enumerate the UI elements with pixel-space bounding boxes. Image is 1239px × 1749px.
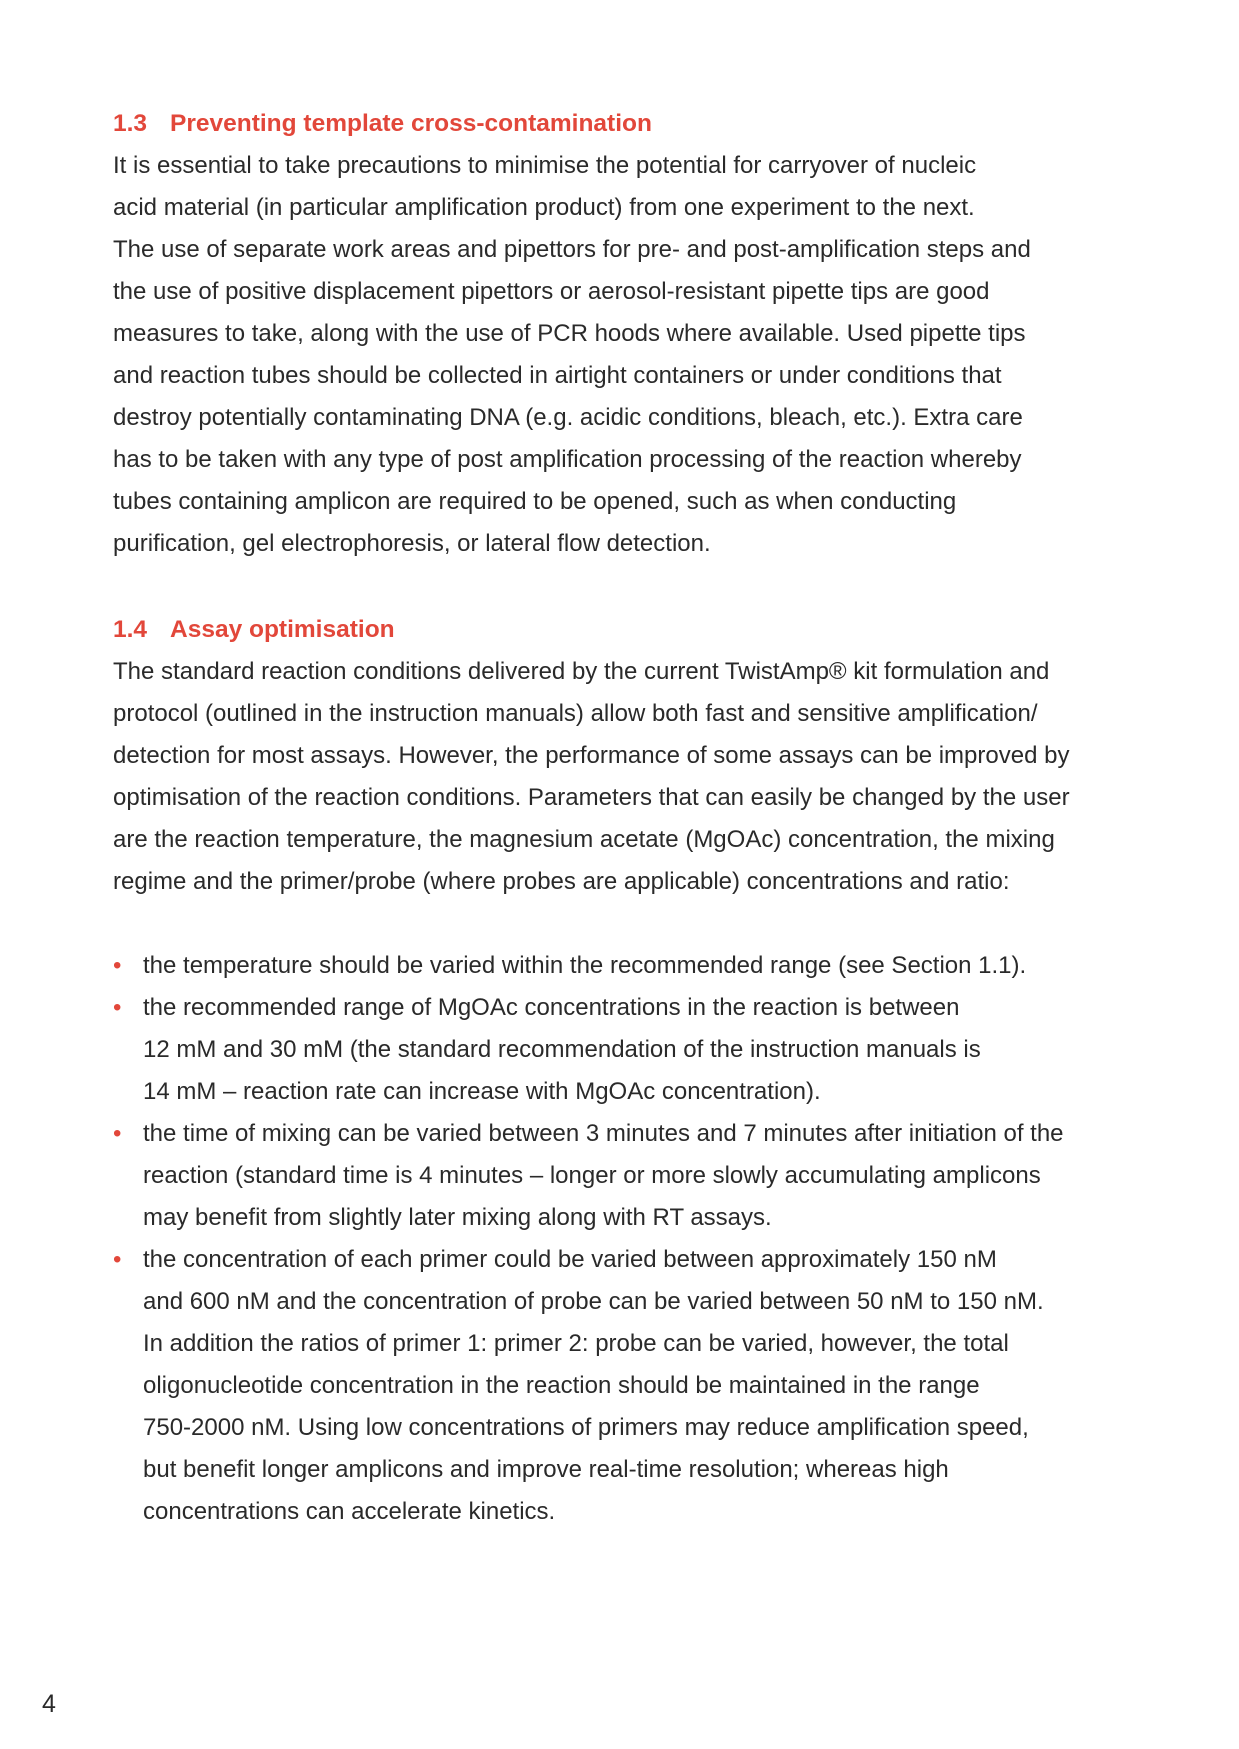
list-item <box>113 987 1143 1113</box>
bullet-icon: • <box>113 1246 122 1273</box>
list-item <box>113 1113 1143 1239</box>
list-item-line: may benefit from slightly later mixing along with RT assays. <box>143 1204 772 1231</box>
paragraph-line: protocol (outlined in the instruction manuals) allow both fast and sensitive amplification/ <box>113 700 1038 727</box>
list-item-line: the recommended range of MgOAc concentrations in the reaction is between <box>143 994 960 1021</box>
bullet-icon: • <box>113 994 122 1021</box>
paragraph-line: It is essential to take precautions to minimise the potential for carryover of nucleic <box>113 152 977 179</box>
list-item-line: 750-2000 nM. Using low concentrations of primers may reduce amplification speed, <box>143 1414 1029 1441</box>
paragraph-line: are the reaction temperature, the magnesium acetate (MgOAc) concentration, the mixing <box>113 826 1055 853</box>
paragraph-line: The use of separate work areas and pipettors for pre- and post-amplification steps and <box>113 236 1031 263</box>
paragraph-line: optimisation of the reaction conditions. Parameters that can easily be changed by the user <box>113 784 1070 811</box>
list-item-line: reaction (standard time is 4 minutes – longer or more slowly accumulating amplicons <box>143 1162 1041 1189</box>
paragraph-line: regime and the primer/probe (where probes are applicable) concentrations and ratio: <box>113 868 1010 895</box>
list-item-line: oligonucleotide concentration in the reaction should be maintained in the range <box>143 1372 980 1399</box>
list-item-line: and 600 nM and the concentration of probe can be varied between 50 nM to 150 nM. <box>143 1288 1044 1315</box>
section-heading <box>113 609 1143 651</box>
bullet-icon: • <box>113 952 122 979</box>
list-item-line: 12 mM and 30 mM (the standard recommendation of the instruction manuals is <box>143 1036 981 1063</box>
paragraph-line: tubes containing amplicon are required to be opened, such as when conducting <box>113 488 957 515</box>
list-item <box>113 945 1143 987</box>
section-number: 1.3 <box>113 110 148 137</box>
paragraph-line: detection for most assays. However, the performance of some assays can be improved by <box>113 742 1070 769</box>
list-item <box>113 1239 1143 1533</box>
paragraph-line: purification, gel electrophoresis, or lateral flow detection. <box>113 530 711 557</box>
list-item-line: the concentration of each primer could be varied between approximately 150 nM <box>143 1246 997 1273</box>
list-item-line: but benefit longer amplicons and improve real-time resolution; whereas high <box>143 1456 949 1483</box>
page-number: 4 <box>42 1690 56 1718</box>
paragraph-line: and reaction tubes should be collected in airtight containers or under conditions that <box>113 362 1002 389</box>
paragraph-line: has to be taken with any type of post amplification processing of the reaction whereby <box>113 446 1022 473</box>
bullet-list <box>113 945 1143 1533</box>
paragraph-line: acid material (in particular amplification product) from one experiment to the next. <box>113 194 975 221</box>
section-assay-optimisation <box>113 609 1143 1533</box>
list-item-line: concentrations can accelerate kinetics. <box>143 1498 556 1525</box>
section-title: Assay optimisation <box>170 616 395 643</box>
section-title: Preventing template cross-contamination <box>170 110 652 137</box>
section-paragraph <box>113 651 1143 903</box>
paragraph-line: The standard reaction conditions delivered by the current TwistAmp® kit formulation and <box>113 658 1050 685</box>
list-item-line: the temperature should be varied within the recommended range (see Section 1.1). <box>143 952 1027 979</box>
paragraph-line: destroy potentially contaminating DNA (e.g. acidic conditions, bleach, etc.). Extra care <box>113 404 1023 431</box>
list-item-line: the time of mixing can be varied between 3 minutes and 7 minutes after initiation of the <box>143 1120 1064 1147</box>
section-heading <box>113 103 1143 145</box>
section-number: 1.4 <box>113 616 148 643</box>
page-content <box>113 103 1143 1533</box>
section-paragraph <box>113 145 1143 565</box>
list-item-line: 14 mM – reaction rate can increase with MgOAc concentration). <box>143 1078 821 1105</box>
paragraph-line: measures to take, along with the use of PCR hoods where available. Used pipette tips <box>113 320 1026 347</box>
bullet-icon: • <box>113 1120 122 1147</box>
paragraph-line: the use of positive displacement pipettors or aerosol-resistant pipette tips are good <box>113 278 990 305</box>
section-preventing-contamination <box>113 103 1143 565</box>
list-item-line: In addition the ratios of primer 1: primer 2: probe can be varied, however, the total <box>143 1330 1009 1357</box>
